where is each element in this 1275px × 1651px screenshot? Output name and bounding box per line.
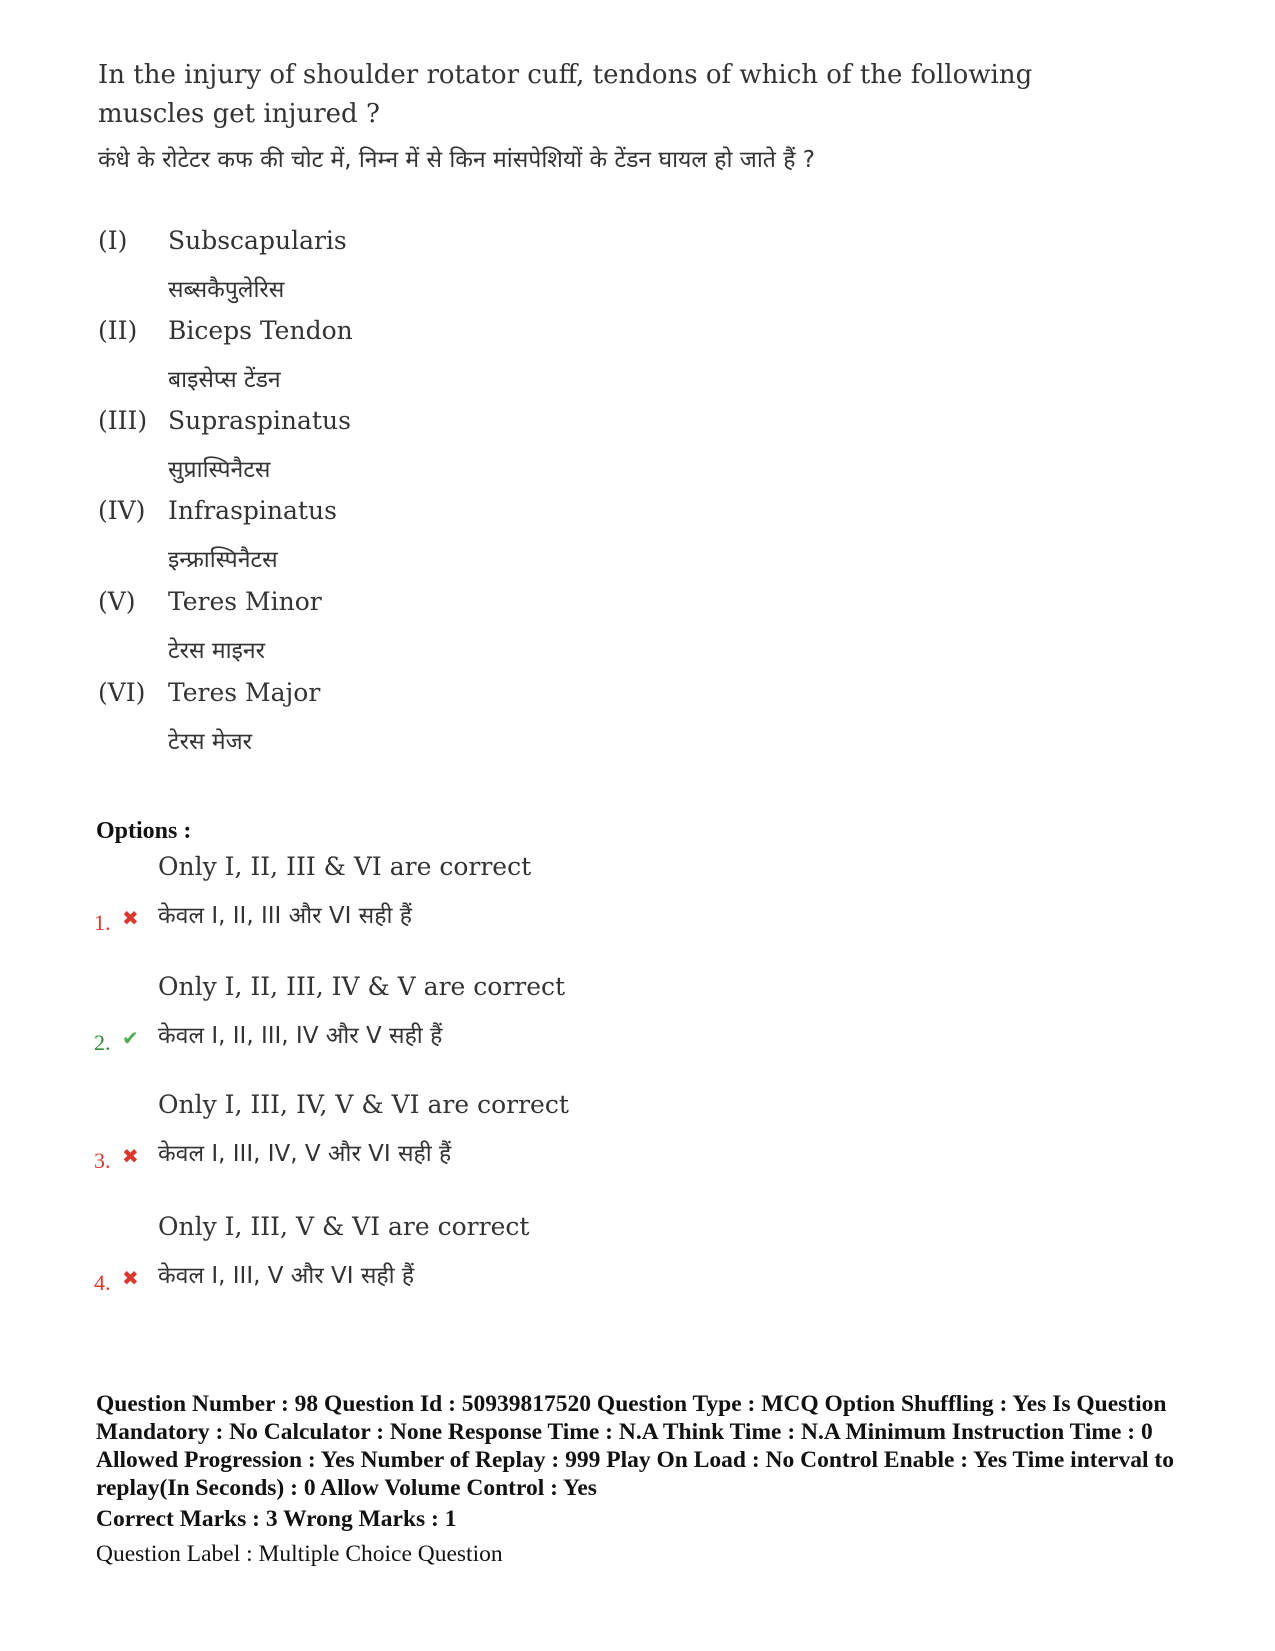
marks-info: Correct Marks : 3 Wrong Marks : 1: [96, 1506, 457, 1532]
option-number: 1.: [94, 910, 111, 935]
option-text-hi: केवल I, II, III और VI सही हैं: [158, 903, 412, 929]
question-metadata: Question Number : 98 Question Id : 50939817520 Question Type : MCQ Option Shuffling : Yes Is Question Mandatory : No Calculator : None Response Time : N.A Think Time : N.A Minimum Instruction Time : 0 Allowed Progression : Yes Number of Replay : 999 Play On Load : No Control Enable : Yes Time interval to replay(In Seconds) : 0 Allow Volume Control : Yes: [96, 1391, 1174, 1501]
option-text-en: Only I, II, III & VI are correct: [158, 852, 532, 881]
options-heading: Options :: [96, 818, 192, 844]
option-text-hi: केवल I, III, V और VI सही हैं: [158, 1263, 415, 1289]
statement-number: (I): [98, 226, 128, 255]
question-text-en: In the injury of shoulder rotator cuff, tendons of which of the following muscles get injured ?: [98, 60, 1033, 129]
option-text-en: Only I, III, V & VI are correct: [158, 1212, 530, 1241]
statement-text-en: Teres Major: [168, 678, 321, 707]
statement-text-hi: टेरस मेजर: [168, 729, 253, 755]
option-text-en: Only I, II, III, IV & V are correct: [158, 972, 566, 1001]
statement-text-hi: सब्सकैपुलेरिस: [168, 277, 285, 303]
option-text-hi: केवल I, III, IV, V और VI सही हैं: [158, 1141, 452, 1167]
option-text-en: Only I, III, IV, V & VI are correct: [158, 1090, 569, 1119]
statement-text-en: Teres Minor: [168, 587, 322, 616]
option-4: [94, 1212, 794, 1322]
statement-number: (II): [98, 316, 138, 345]
statement-text-en: Biceps Tendon: [168, 316, 353, 345]
question-text-hi: कंधे के रोटेटर कफ की चोट में, निम्न में से किन मांसपेशियों के टेंडन घायल हो जाते हैं ?: [98, 147, 815, 173]
statement-text-en: Subscapularis: [168, 226, 347, 255]
statement-number: (V): [98, 587, 136, 616]
statement-text-en: Infraspinatus: [168, 496, 337, 525]
option-number: 2.: [94, 1030, 111, 1055]
statement-text-hi: सुप्रास्पिनैटस: [168, 457, 271, 483]
statement-number: (IV): [98, 496, 146, 525]
question-label: Question Label : Multiple Choice Question: [96, 1541, 503, 1567]
statement-text-en: Supraspinatus: [168, 406, 351, 435]
statement-text-hi: बाइसेप्स टेंडन: [168, 367, 281, 393]
statement-number: (VI): [98, 678, 146, 707]
statement-text-hi: इन्फ्रास्पिनैटस: [168, 547, 278, 573]
cross-icon: ✖: [122, 1144, 139, 1168]
statement-number: (III): [98, 406, 148, 435]
option-3: [94, 1090, 794, 1200]
option-number: 3.: [94, 1148, 111, 1173]
option-2: [94, 972, 794, 1082]
statement-text-hi: टेरस माइनर: [168, 638, 266, 664]
option-text-hi: केवल I, II, III, IV और V सही हैं: [158, 1023, 443, 1049]
cross-icon: ✖: [122, 906, 139, 930]
cross-icon: ✖: [122, 1266, 139, 1290]
option-number: 4.: [94, 1270, 111, 1295]
option-1: [94, 852, 794, 962]
check-icon: ✔: [122, 1026, 139, 1050]
